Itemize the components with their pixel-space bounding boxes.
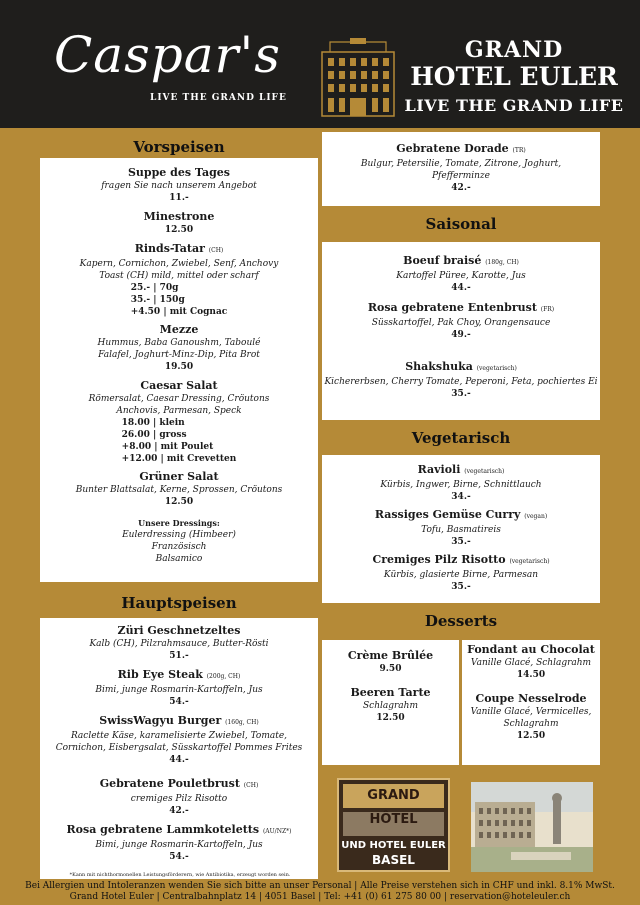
saisonal-panel [322, 242, 600, 420]
item-origin: (vegetarisch) [476, 365, 517, 372]
item-desc: Kürbis, Ingwer, Birne, Schnittlauch [380, 480, 542, 490]
item-desc: Cornichon, Eisbergsalat, Süsskartoffel Pommes Frites [55, 743, 303, 753]
item-desc: Falafel, Joghurt-Minz-Dip, Pita Brot [98, 350, 260, 360]
item-desc: Anchovis, Parmesan, Speck [116, 406, 242, 416]
item-name-text: Rosa gebratene Entenbrust [367, 301, 537, 314]
item-desc: Toast (CH) mild, mittel oder scharf [99, 271, 259, 281]
item-name-text: Cremiges Pilz Risotto [372, 553, 506, 566]
item-name: Beeren Tarte [350, 686, 431, 699]
item-option: 26.00 | gross [121, 430, 187, 440]
hauptspeisen-title: Hauptspeisen [121, 594, 237, 612]
item-name-text: Rinds-Tatar [134, 242, 205, 255]
item-origin: (vegetarisch) [464, 468, 505, 475]
menu-item [322, 649, 459, 676]
item-name: Crème Brûlée [347, 649, 434, 662]
item-price: 12.50 [164, 225, 194, 235]
menu-item [322, 142, 600, 195]
item-name [40, 777, 318, 793]
item-name [322, 142, 600, 158]
item-price: 12.50 [376, 713, 405, 723]
item-name [322, 463, 600, 479]
item-desc: Bunter Blattsalat, Kerne, Sprossen, Cröutons [75, 485, 283, 495]
item-desc: cremiges Pilz Risotto [130, 794, 228, 804]
dressing-item: Französisch [151, 542, 207, 552]
vorspeisen-title: Vorspeisen [133, 138, 225, 156]
hotel-logo-grand: GRAND [464, 37, 564, 63]
item-desc: Pfefferminze [432, 171, 490, 181]
item-name [322, 553, 600, 569]
item-desc: Bimi, junge Rosmarin-Kartoffeln, Jus [95, 840, 263, 850]
dorade-panel [322, 132, 600, 206]
dressing-item: Eulerdressing (Himbeer) [122, 530, 236, 540]
item-price: 49.- [451, 330, 471, 340]
item-name-text: Gebratene Dorade [396, 142, 509, 155]
poster-title: GRAND HÔTEL [343, 784, 444, 808]
menu-item [322, 463, 600, 504]
item-desc: Kalb (CH), Pilzrahmsauce, Butter-Rösti [89, 639, 269, 649]
item-price: 34.- [451, 492, 471, 502]
item-name: Coupe Nesselrode [475, 692, 587, 705]
vegetarisch-panel [322, 455, 600, 603]
item-price: 35.- [451, 537, 471, 547]
poster-city: BASEL [372, 853, 415, 867]
menu-item [462, 692, 600, 743]
menu-item [322, 360, 600, 401]
item-origin: (180g, CH) [485, 259, 519, 266]
item-name-text: Rassiges Gemüse Curry [374, 508, 521, 521]
menu-item [40, 379, 318, 465]
item-desc: Süsskartoffel, Pak Choy, Orangensauce [371, 318, 551, 328]
item-name [322, 508, 600, 524]
menu-item [322, 686, 459, 725]
item-price: 19.50 [164, 362, 194, 372]
historic-postcard-image [471, 782, 593, 872]
item-option: +8.00 | mit Poulet [121, 442, 214, 452]
item-name [40, 242, 318, 258]
item-origin: (200g, CH) [206, 673, 241, 680]
hotel-poster [337, 778, 450, 872]
menu-item [322, 254, 600, 295]
item-desc: Tofu, Basmatireis [421, 525, 501, 535]
desserts-title: Desserts [424, 612, 498, 630]
item-price: 51.- [169, 651, 189, 661]
item-origin: (CH) [243, 782, 259, 789]
footer-info: Bei Allergien und Intoleranzen wenden Sie sich bitte an unser Personal | Alle Preise verstehen sich in CHF und inkl. 8.1% MwSt. [25, 881, 615, 891]
item-desc: fragen Sie nach unserem Angebot [101, 181, 257, 191]
item-desc: Schlagrahm [362, 701, 418, 711]
item-origin: (CH) [208, 247, 224, 254]
item-desc: Hummus, Baba Ganoushm, Taboulé [97, 338, 261, 348]
item-origin: (TR) [512, 147, 526, 154]
item-name-text: Gebratene Pouletbrust [99, 777, 240, 790]
item-name: Grüner Salat [139, 470, 219, 483]
item-origin: (160g, CH) [225, 719, 259, 726]
item-desc: Kartoffel Püree, Karotte, Jus [396, 271, 526, 281]
saisonal-title: Saisonal [425, 215, 497, 233]
item-name: Züri Geschnetzeltes [117, 624, 241, 637]
item-name [40, 823, 318, 839]
item-price: 35.- [451, 582, 471, 592]
menu-item [40, 668, 318, 709]
desserts-left-panel [322, 640, 459, 765]
item-name: Minestrone [143, 210, 215, 223]
desserts-right-panel [462, 640, 600, 765]
item-option: 18.00 | klein [121, 418, 185, 428]
footer-contact: Grand Hotel Euler | Centralbahnplatz 14 | 4051 Basel | Tel: +41 (0) 61 275 80 00 | reservation@hoteleuler.ch [69, 892, 571, 902]
menu-item [40, 323, 318, 374]
hotel-building-icon [320, 38, 396, 118]
menu-item [40, 242, 318, 318]
item-name-text: Boeuf braisé [403, 254, 482, 267]
item-desc: Kichererbsen, Cherry Tomate, Peperoni, Feta, pochiertes Ei [324, 377, 598, 387]
item-name [322, 301, 600, 317]
menu-item [40, 470, 318, 509]
item-option: +12.00 | mit Crevetten [121, 454, 237, 464]
item-option: 35.- | 150g [130, 295, 185, 305]
item-price: 9.50 [379, 664, 402, 674]
dressings-title: Unsere Dressings: [138, 518, 220, 528]
item-desc: Vanille Glacé, Schlagrahm [470, 658, 592, 668]
item-desc: Kürbis, glasierte Birne, Parmesan [383, 570, 539, 580]
item-price: 54.- [169, 697, 189, 707]
dressings [40, 517, 318, 565]
item-price: 35.- [451, 389, 471, 399]
item-desc: Raclette Käse, karamelisierte Zwiebel, Tomate, [70, 731, 288, 741]
menu-item [40, 777, 318, 818]
header [0, 0, 640, 128]
item-options [131, 282, 228, 318]
item-name: Mezze [159, 323, 199, 336]
item-price: 12.50 [516, 731, 546, 741]
item-desc: Kapern, Cornichon, Zwiebel, Senf, Anchovy [79, 259, 279, 269]
footnote: *Kann mit nichthormonellen Leistungsförderern, wie Antibiotika, erzeugt worden sein. [69, 872, 291, 878]
item-price: 11.- [169, 193, 189, 203]
poster-subtitle: UND HOTEL EULER [341, 840, 446, 851]
item-name-text: Rib Eye Steak [117, 668, 203, 681]
item-desc: Römersalat, Caesar Dressing, Cröutons [88, 394, 270, 404]
item-name [322, 360, 600, 376]
item-origin: (AU/NZ*) [262, 828, 292, 835]
item-name-text: Ravioli [417, 463, 461, 476]
menu-item [40, 624, 318, 663]
item-name [40, 714, 318, 730]
menu-item [40, 166, 318, 205]
item-option: +4.50 | mit Cognac [130, 307, 228, 317]
item-desc: Schlagrahm [503, 719, 559, 729]
dressing-item: Balsamico [155, 554, 203, 564]
item-price: 54.- [169, 852, 189, 862]
menu-item [322, 508, 600, 549]
menu-item [40, 823, 318, 864]
item-price: 12.50 [164, 497, 194, 507]
hotel-logo-name: HOTEL EULER [410, 62, 618, 91]
menu-item [462, 643, 600, 682]
item-price: 42.- [451, 183, 471, 193]
item-desc: Bulgur, Petersilie, Tomate, Zitrone, Joghurt, [360, 159, 562, 169]
item-name-text: Shakshuka [405, 360, 473, 373]
vegetarisch-title: Vegetarisch [411, 429, 511, 447]
menu-item [40, 210, 318, 237]
caspars-tagline: LIVE THE GRAND LIFE [150, 93, 287, 103]
menu-item [322, 301, 600, 342]
item-origin: (FR) [540, 306, 555, 313]
menu-item [322, 553, 600, 594]
item-price: 44.- [451, 283, 471, 293]
item-name: Fondant au Chocolat [467, 643, 595, 656]
item-price: 14.50 [516, 670, 546, 680]
item-name-text: SwissWagyu Burger [99, 714, 222, 727]
hauptspeisen-panel [40, 618, 318, 879]
item-desc: Bimi, junge Rosmarin-Kartoffeln, Jus [95, 685, 263, 695]
footer [0, 881, 640, 905]
caspars-logo: Caspar's [54, 26, 281, 84]
item-name: Caesar Salat [140, 379, 218, 392]
item-origin: (vegan) [524, 513, 548, 520]
item-price: 42.- [169, 806, 189, 816]
vorspeisen-panel [40, 158, 318, 582]
menu-item [40, 714, 318, 767]
item-desc: Vanille Glacé, Vermicelles, [470, 707, 592, 717]
item-option: 25.- | 70g [130, 283, 179, 293]
hotel-tagline: LIVE THE GRAND LIFE [404, 96, 624, 115]
item-name-text: Rosa gebratene Lammkoteletts [66, 823, 260, 836]
item-name [40, 668, 318, 684]
item-origin: (vegetarisch) [509, 558, 550, 565]
item-options [122, 417, 237, 465]
item-price: 44.- [169, 755, 189, 765]
item-name [322, 254, 600, 270]
item-name: Suppe des Tages [127, 166, 230, 179]
